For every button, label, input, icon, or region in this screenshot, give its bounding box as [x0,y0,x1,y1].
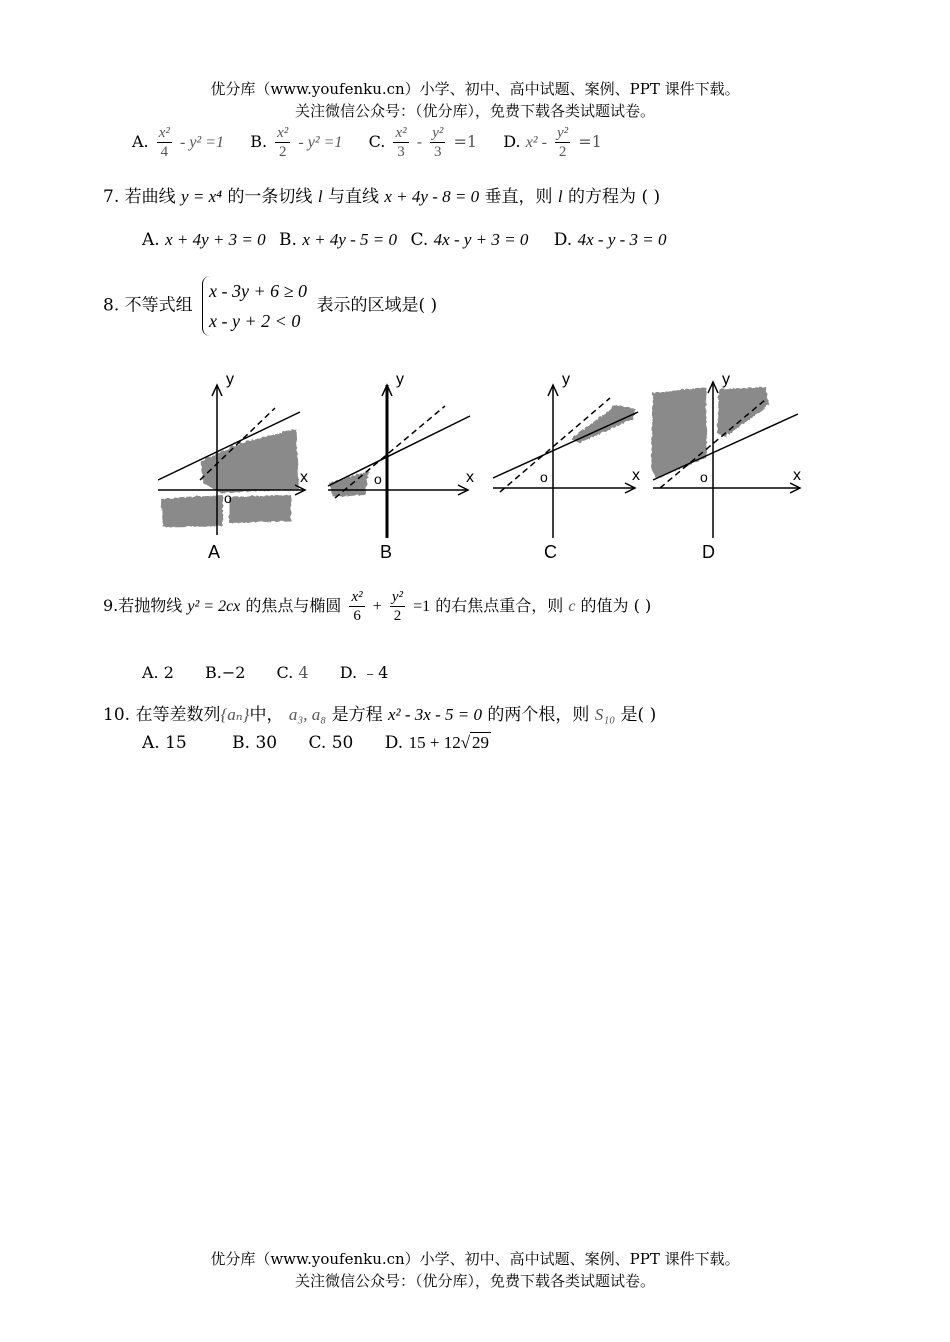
q10-option-d-radicand: 29 [472,733,490,752]
q10-option-d-prefix: 15 + 12 [408,733,461,752]
q10-terms: a₃, a₈ [288,705,327,724]
q9-option-b-label: B. [205,663,222,682]
q6-option-c-fraction-1: $\frac{\text{x²}}{3}$ [395,125,407,160]
graph-d [650,371,801,562]
graph-a-y-label: y [226,371,234,388]
q10-text-1: 在等差数列 [135,705,221,725]
graph-b-x-label: x [466,469,474,486]
q9-text-2: 的焦点与椭圆 [245,596,342,615]
q10-number: 10. [103,705,131,725]
graph-b-origin: o [374,471,382,487]
q6-option-b-label: B. [250,132,268,151]
q10-options [142,733,491,753]
q10-option-a-value: 15 [165,733,187,753]
q10-stem [103,700,656,725]
q9-fraction-2: $\frac{\text{y²}}{2}$ [391,589,404,624]
q8-text-1: 不等式组 [124,295,193,316]
graph-d-x-label: x [793,467,801,484]
graph-d-origin: o [700,469,708,485]
q9-text-1: 若抛物线 [118,596,183,615]
q10-sequence: {aₙ} [220,705,250,724]
q9-parabola: y² = 2cx [187,598,241,615]
q10-text-5: 是( ) [620,705,657,725]
q10-option-c-value: 50 [331,733,354,753]
graph-b-solid-line [328,416,470,486]
graph-c-solid-line [493,412,638,478]
graph-d-region-right [716,386,768,436]
graph-d-y-label: y [722,371,730,388]
q8-text-2: 表示的区域是( ) [316,295,438,316]
graph-d-label: D [702,542,715,562]
q9-option-c-value: 4 [298,663,309,682]
q7-text-2: 的一条切线 [227,187,313,207]
q9-fraction-1: $\frac{\text{x²}}{6}$ [351,589,363,624]
graph-c-label: C [544,542,557,562]
q9-option-c-label: C. [276,663,294,682]
q9-option-a-value: 2 [163,663,174,682]
q7-option-c-label: C. [410,230,429,250]
q7-text-5: 的方程为 ( ) [568,187,661,207]
graph-a-region-upper [200,428,298,492]
q6-option-c-label: C. [368,132,386,151]
graph-c-origin: o [540,469,548,485]
q7-l-1: l [317,187,323,206]
q9-option-d-value: ﹣4 [362,663,389,682]
q8-inequality-system [202,276,307,336]
q6-options [132,124,602,161]
q10-option-b-value: 30 [255,733,278,753]
q6-option-a-fraction: $\frac{\text{x²}}{4}$ [158,125,170,160]
graph-a-x-label: x [300,469,308,486]
q10-text-2: 中， [249,705,284,725]
q7-option-b-expr: x + 4y - 5 = 0 [302,230,398,249]
q6-option-c-rest: =1 [453,132,478,151]
q9-option-a-label: A. [142,663,159,682]
q9-option-b-value: −2 [221,663,246,682]
q6-option-d-label: D. [503,132,521,151]
graph-b-y-label: y [396,371,404,388]
q7-option-d-expr: 4x - y - 3 = 0 [577,230,667,249]
q6-option-a-rest: - y² =1 [179,134,225,151]
q7-options [142,230,667,250]
q7-text-4: 垂直，则 [484,187,553,207]
q9-stem [103,588,651,625]
q6-option-d-rest: =1 [578,132,602,151]
q9-c: c [568,598,576,615]
header-line-2: 关注微信公众号：（优分库），免费下载各类试题试卷。 [294,102,655,120]
q6-option-a-label: A. [132,132,149,151]
q9-text-3: 的右焦点重合，则 [435,596,564,615]
q7-number: 7. [103,187,120,207]
q9-options [142,660,388,683]
q10-option-d-label: D. [384,733,404,753]
graph-a-origin: o [224,490,232,506]
q10-equation: x² - 3x - 5 = 0 [388,705,482,724]
q8-inequality-1: x - 3y + 6 ≥ 0 [209,281,308,301]
q8-graphs [150,370,810,570]
graph-b-dashed-line [335,406,445,498]
q7-option-c-expr: 4x - y + 3 = 0 [433,230,529,249]
footer-line-2: 关注微信公众号：（优分库），免费下载各类试题试卷。 [294,1272,655,1290]
graph-c [493,371,640,562]
q8-inequality-2: x - y + 2 < 0 [209,311,301,331]
q7-option-a-expr: x + 4y + 3 = 0 [165,230,266,249]
q7-l-2: l [557,187,563,206]
q8-number: 8. [103,295,120,316]
q6-option-c-minus: - [416,132,423,151]
q7-option-a-label: A. [142,230,160,250]
q9-option-d-label: D. [339,663,358,682]
q9-number: 9. [103,596,119,615]
q6-option-d-fraction: $\frac{\text{y²}}{2}$ [557,125,569,160]
q9-plus: + [372,598,382,615]
q7-option-b-label: B. [279,230,297,250]
graph-c-dashed-line [500,398,610,492]
q7-stem [103,182,660,207]
graph-b-label: B [380,542,393,562]
q6-option-b-fraction: $\frac{\text{x²}}{2}$ [277,125,289,160]
graph-a-region-lower-left [160,494,222,526]
q10-option-c-label: C. [308,733,327,753]
q6-option-c-fraction-2: $\frac{\text{y²}}{3}$ [432,125,444,160]
q7-text-3: 与直线 [327,187,379,207]
graph-b [328,371,474,562]
q10-s10: S₁₀ [594,705,616,724]
q6-option-b-rest: - y² =1 [298,134,343,151]
graph-d-region-left [650,386,706,478]
q7-option-d-label: D. [553,230,573,250]
footer-line-1: 优分库（www.youfenku.cn）小学、初中、高中试题、案例、PPT 课件下载。 [210,1250,740,1268]
q7-curve: y = x⁴ [181,187,223,206]
q9-equals-one: =1 [413,598,431,615]
q6-option-d-pre: x² - [525,134,547,151]
graph-a-region-lower-right [228,494,290,522]
q10-text-3: 是方程 [331,705,383,725]
header-line-1: 优分库（www.youfenku.cn）小学、初中、高中试题、案例、PPT 课件下载。 [210,80,740,98]
q7-text-1: 若曲线 [124,187,176,207]
q9-text-4: 的值为 ( ) [580,596,652,615]
graph-a [158,371,308,562]
q10-option-d-sqrt-sign: √ [460,733,471,752]
q10-option-a-label: A. [142,733,160,753]
graph-a-label: A [208,542,221,562]
graph-c-x-label: x [632,467,640,484]
q10-option-b-label: B. [232,733,251,753]
graph-c-y-label: y [562,371,570,388]
q8-stem [103,276,437,336]
q7-line: x + 4y - 8 = 0 [384,187,480,206]
q10-text-4: 的两个根，则 [487,705,590,725]
